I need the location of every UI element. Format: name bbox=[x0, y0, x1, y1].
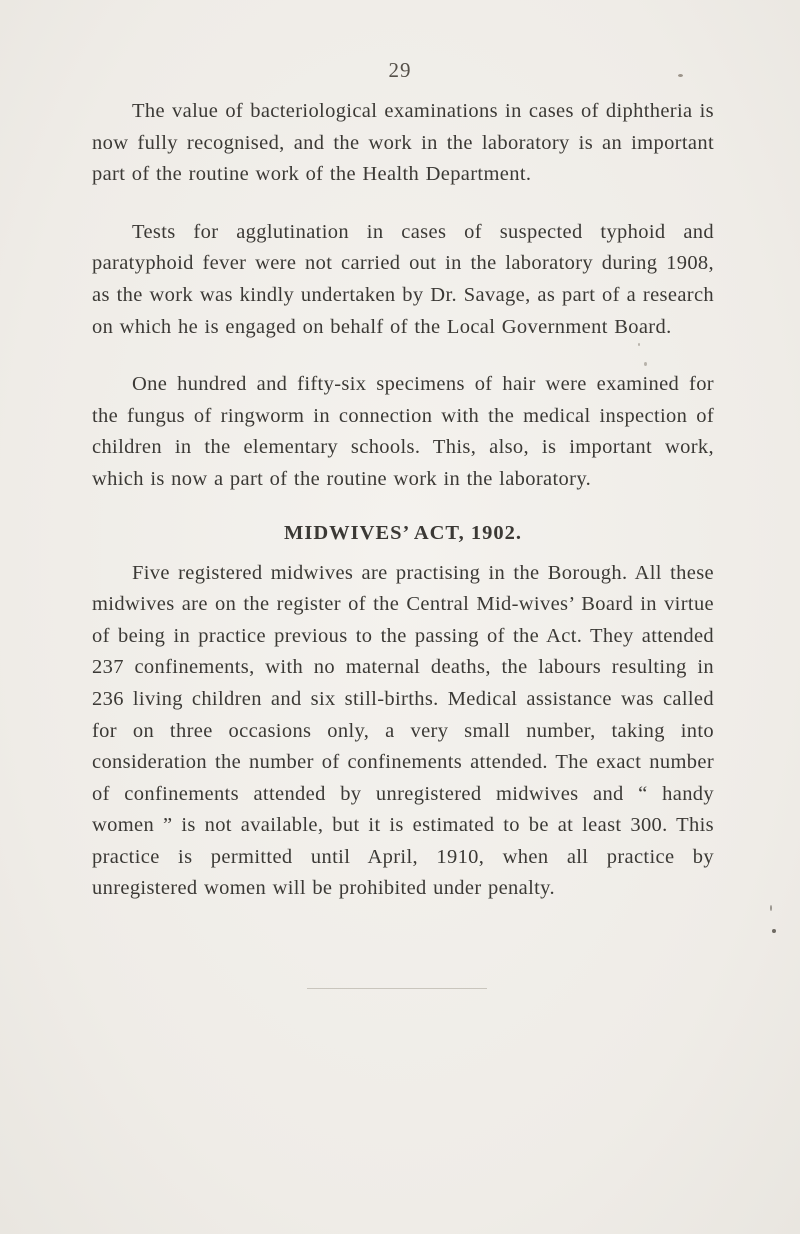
horizontal-rule bbox=[307, 988, 487, 989]
paper-speck bbox=[770, 905, 772, 911]
paper-speck bbox=[678, 74, 683, 77]
section-heading-midwives-act: MIDWIVES’ ACT, 1902. bbox=[284, 521, 522, 544]
page-number: 29 bbox=[388, 58, 412, 82]
paper-speck bbox=[644, 362, 647, 366]
paper-speck bbox=[638, 343, 640, 346]
paragraph-midwives: Five registered midwives are practising in the Borough. All these midwives are on the register of the Central Mid-wives’ Board in virtue of being in practice previous to the passing of the Act. They attended 237 confinements, with no maternal deaths, the labours resulting in 236 living children and six still-births. Medical assistance was called for on three occasions only, a very small number, taking into consideration the number of confinements attended. The exact number of confinements attended by unregistered midwives and “ handy women ” is not available, but it is estimated to be at least 300. This practice is permitted until April, 1910, when all practice by unregistered women will be prohibited under penalty. bbox=[92, 561, 714, 900]
paragraph-bacteriological-examinations: The value of bacteriological examinations in cases of diphtheria is now fully recognised, and the work in the laboratory is an important part of the routine work of the Health Department. bbox=[92, 100, 714, 186]
paper-speck bbox=[772, 929, 776, 933]
paragraph-ringworm-specimens: One hundred and fifty-six specimens of hair were examined for the fungus of ringworm in connection with the medical inspection of children in the elementary schools. This, also, is important work, which is now a part of the routine work in the laboratory. bbox=[92, 373, 714, 490]
document-body bbox=[92, 96, 714, 905]
paragraph-agglutination-tests: Tests for agglutination in cases of suspected typhoid and paratyphoid fever were not carried out in the laboratory during 1908, as the work was kindly undertaken by Dr. Savage, as part of a research on which he is engaged on behalf of the Local Government Board. bbox=[92, 220, 714, 338]
